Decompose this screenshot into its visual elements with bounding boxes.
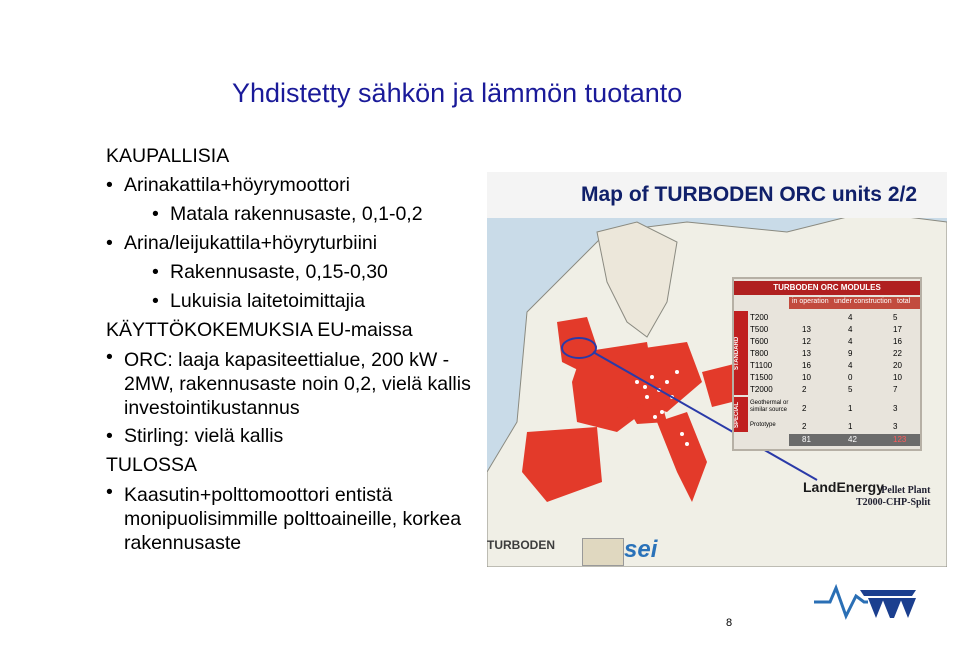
table-row: Geothermal or similar source 2 1 3: [750, 400, 898, 413]
heading-commercial: KAUPALLISIA: [106, 145, 230, 167]
bioenergy-logo: [582, 538, 624, 566]
landenergy-logo: LandEnergy: [803, 479, 884, 495]
bullet-grate-steam-turbine: • Arina/leijukattila+höyryturbiini: [106, 229, 486, 258]
side-standard: STANDARD: [734, 311, 748, 395]
table-title: TURBODEN ORC MODULES: [734, 281, 920, 295]
table-row: T200 4 5: [750, 313, 898, 322]
partner-logos: [487, 536, 717, 568]
bullet-orc: • ORC: laaja kapasiteettialue, 200 kW - 2MW, rakennusaste noin 0,2, vielä kallis investointikustannus: [106, 345, 486, 422]
table-row: T2000 2 5 7: [750, 385, 898, 394]
slide-title: Yhdistetty sähkön ja lämmön tuotanto: [232, 78, 683, 108]
table-row: T1100 16 4 20: [750, 361, 902, 370]
col-total: total: [897, 298, 911, 305]
bullet-gasifier: • Kaasutin+polttomoottori entistä monipuolisimmille polttoaineille, korkea rakennusaste: [106, 480, 486, 557]
sei-logo: sei: [624, 536, 658, 563]
table-row: T600 12 4 16: [750, 337, 902, 346]
sub-bullet-low-ratio: • Matala rakennusaste, 0,1-0,2: [106, 200, 486, 229]
side-special: SPECIAL: [734, 397, 748, 432]
vtt-logo: [812, 582, 918, 620]
plant-label: Pellet Plant T2000-CHP-Split: [856, 485, 931, 508]
sub-bullet-suppliers: • Lukuisia laitetoimittajia: [106, 287, 486, 316]
bullet-stirling: • Stirling: vielä kallis: [106, 422, 486, 451]
map-title: Map of TURBODEN ORC units 2/2: [581, 183, 918, 206]
orc-modules-table: [732, 277, 922, 451]
bullet-grate-steam-engine: • Arinakattila+höyrymoottori: [106, 171, 486, 200]
table-row: T1500 10 0 10: [750, 373, 902, 382]
table-row: Prototype 2 1 3: [750, 422, 898, 431]
col-construction: under construction: [834, 298, 892, 305]
slide-content: [106, 142, 486, 557]
table-row: T500 13 4 17: [750, 325, 902, 334]
heading-coming: TULOSSA: [106, 454, 198, 476]
turboden-logo: TURBODEN: [487, 538, 555, 552]
heading-eu-experience: KÄYTTÖKOKEMUKSIA EU-maissa: [106, 319, 413, 341]
table-total-row: 81 42 123: [789, 434, 920, 446]
table-row: T800 13 9 22: [750, 349, 902, 358]
page-number: 8: [726, 617, 733, 629]
sub-bullet-ratio: • Rakennusaste, 0,15-0,30: [106, 258, 486, 287]
col-operation: in operation: [792, 298, 829, 305]
table-columns: [789, 297, 920, 309]
